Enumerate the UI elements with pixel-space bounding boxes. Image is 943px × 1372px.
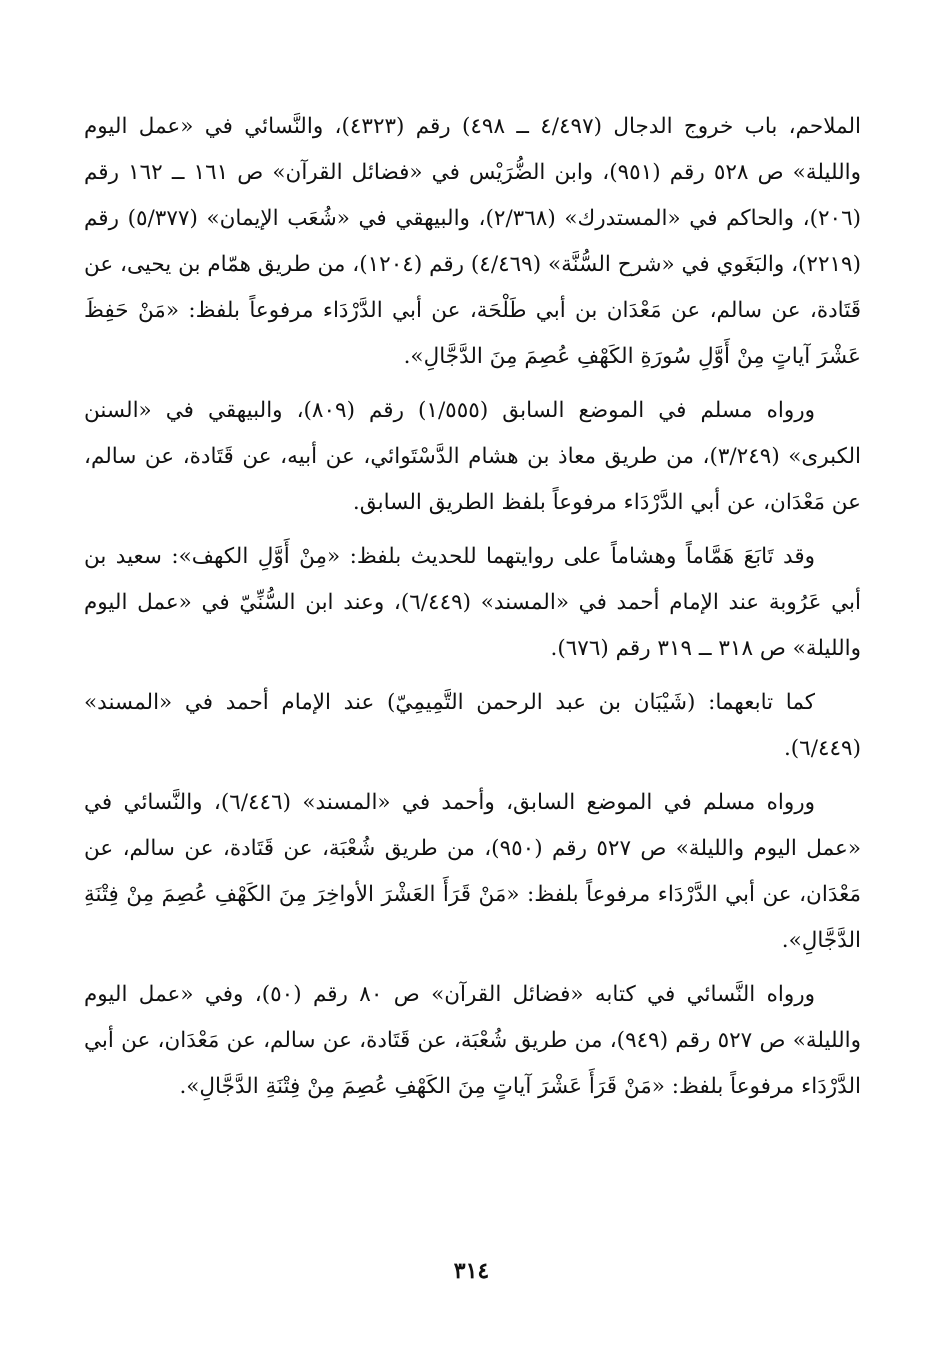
paragraph-2: ورواه مسلم في الموضع السابق (١/٥٥٥) رقم (٨٠٩)، والبيهقي في «السنن الكبرى» (٣/٢٤٩)، من طريق معاذ بن هشام الدَّسْتَوائي، عن أبيه، عن قَتَادة، عن سالم، عن مَعْدَان، عن أبي الدَّرْدَاء مرفوعاً بلفظ الطريق السابق. xyxy=(84,398,862,515)
paragraph-1: الملاحم، باب خروج الدجال (٤/٤٩٧ ــ ٤٩٨) رقم (٤٣٢٣)، والنَّسائي في «عمل اليوم والليلة» ص ٥٢٨ رقم (٩٥١)، وابن الضُّرَيْس في «فضائل القرآن» ص ١٦١ ــ ١٦٢ رقم (٢٠٦)، والحاكم في «المستدرك» (٢/٣٦٨)، والبيهقي في «شُعَب الإيمان» (٥/٣٧٧) رقم (٢٢١٩)، والبَغَوي في «شرح السُّنَّة» (٤/٤٦٩) رقم (١٢٠٤)، من طريق همّام بن يحيى، عن قَتَادة، عن سالم، عن مَعْدَان بن أبي طَلْحَة، عن أبي الدَّرْدَاء مرفوعاً بلفظ: «مَنْ حَفِظَ عَشْرَ آياتٍ مِنْ أَوَّلِ سُورَةِ الكَهْفِ عُصِمَ مِنَ الدَّجَّالِ». xyxy=(84,114,862,369)
page-number: ٣١٤ xyxy=(453,1258,490,1284)
main-text-body xyxy=(84,104,861,1110)
paragraph-6: ورواه النَّسائي في كتابه «فضائل القرآن» ص ٨٠ رقم (٥٠)، وفي «عمل اليوم والليلة» ص ٥٢٧ رقم (٩٤٩)، من طريق شُعْبَة، عن قَتَادة، عن سالم، عن مَعْدَان، عن أبي الدَّرْدَاء مرفوعاً بلفظ: «مَنْ قَرَأَ عَشْرَ آياتٍ مِنَ الكَهْفِ عُصِمَ مِنْ فِتْنَةِ الدَّجَّالِ». xyxy=(84,982,861,1099)
paragraph-5: ورواه مسلم في الموضع السابق، وأحمد في «المسند» (٦/٤٤٦)، والنَّسائي في «عمل اليوم والليلة» ص ٥٢٧ رقم (٩٥٠)، من طريق شُعْبَة، عن قَتَادة، عن سالم، عن مَعْدَان، عن أبي الدَّرْدَاء مرفوعاً بلفظ: «مَنْ قَرَأَ العَشْرَ الأواخِرَ مِنَ الكَهْفِ عُصِمَ مِنْ فِتْنَةِ الدَّجَّالِ». xyxy=(84,790,861,953)
paragraph-3: وقد تَابَعَ هَمَّاماً وهشاماً على روايتهما للحديث بلفظ: «مِنْ أَوَّلِ الكهف»: سعيد بن أبي عَرُوبة عند الإمام أحمد في «المسند» (٦/٤٤٩)، وعند ابن السُّنِّيّ في «عمل اليوم والليلة» ص ٣١٨ ــ ٣١٩ رقم (٦٧٦). xyxy=(84,544,861,661)
paragraph-4: كما تابعهما: (شَيْبَان بن عبد الرحمن التَّمِيمِيّ) عند الإمام أحمد في «المسند» (٦/٤٤٩). xyxy=(84,690,861,761)
